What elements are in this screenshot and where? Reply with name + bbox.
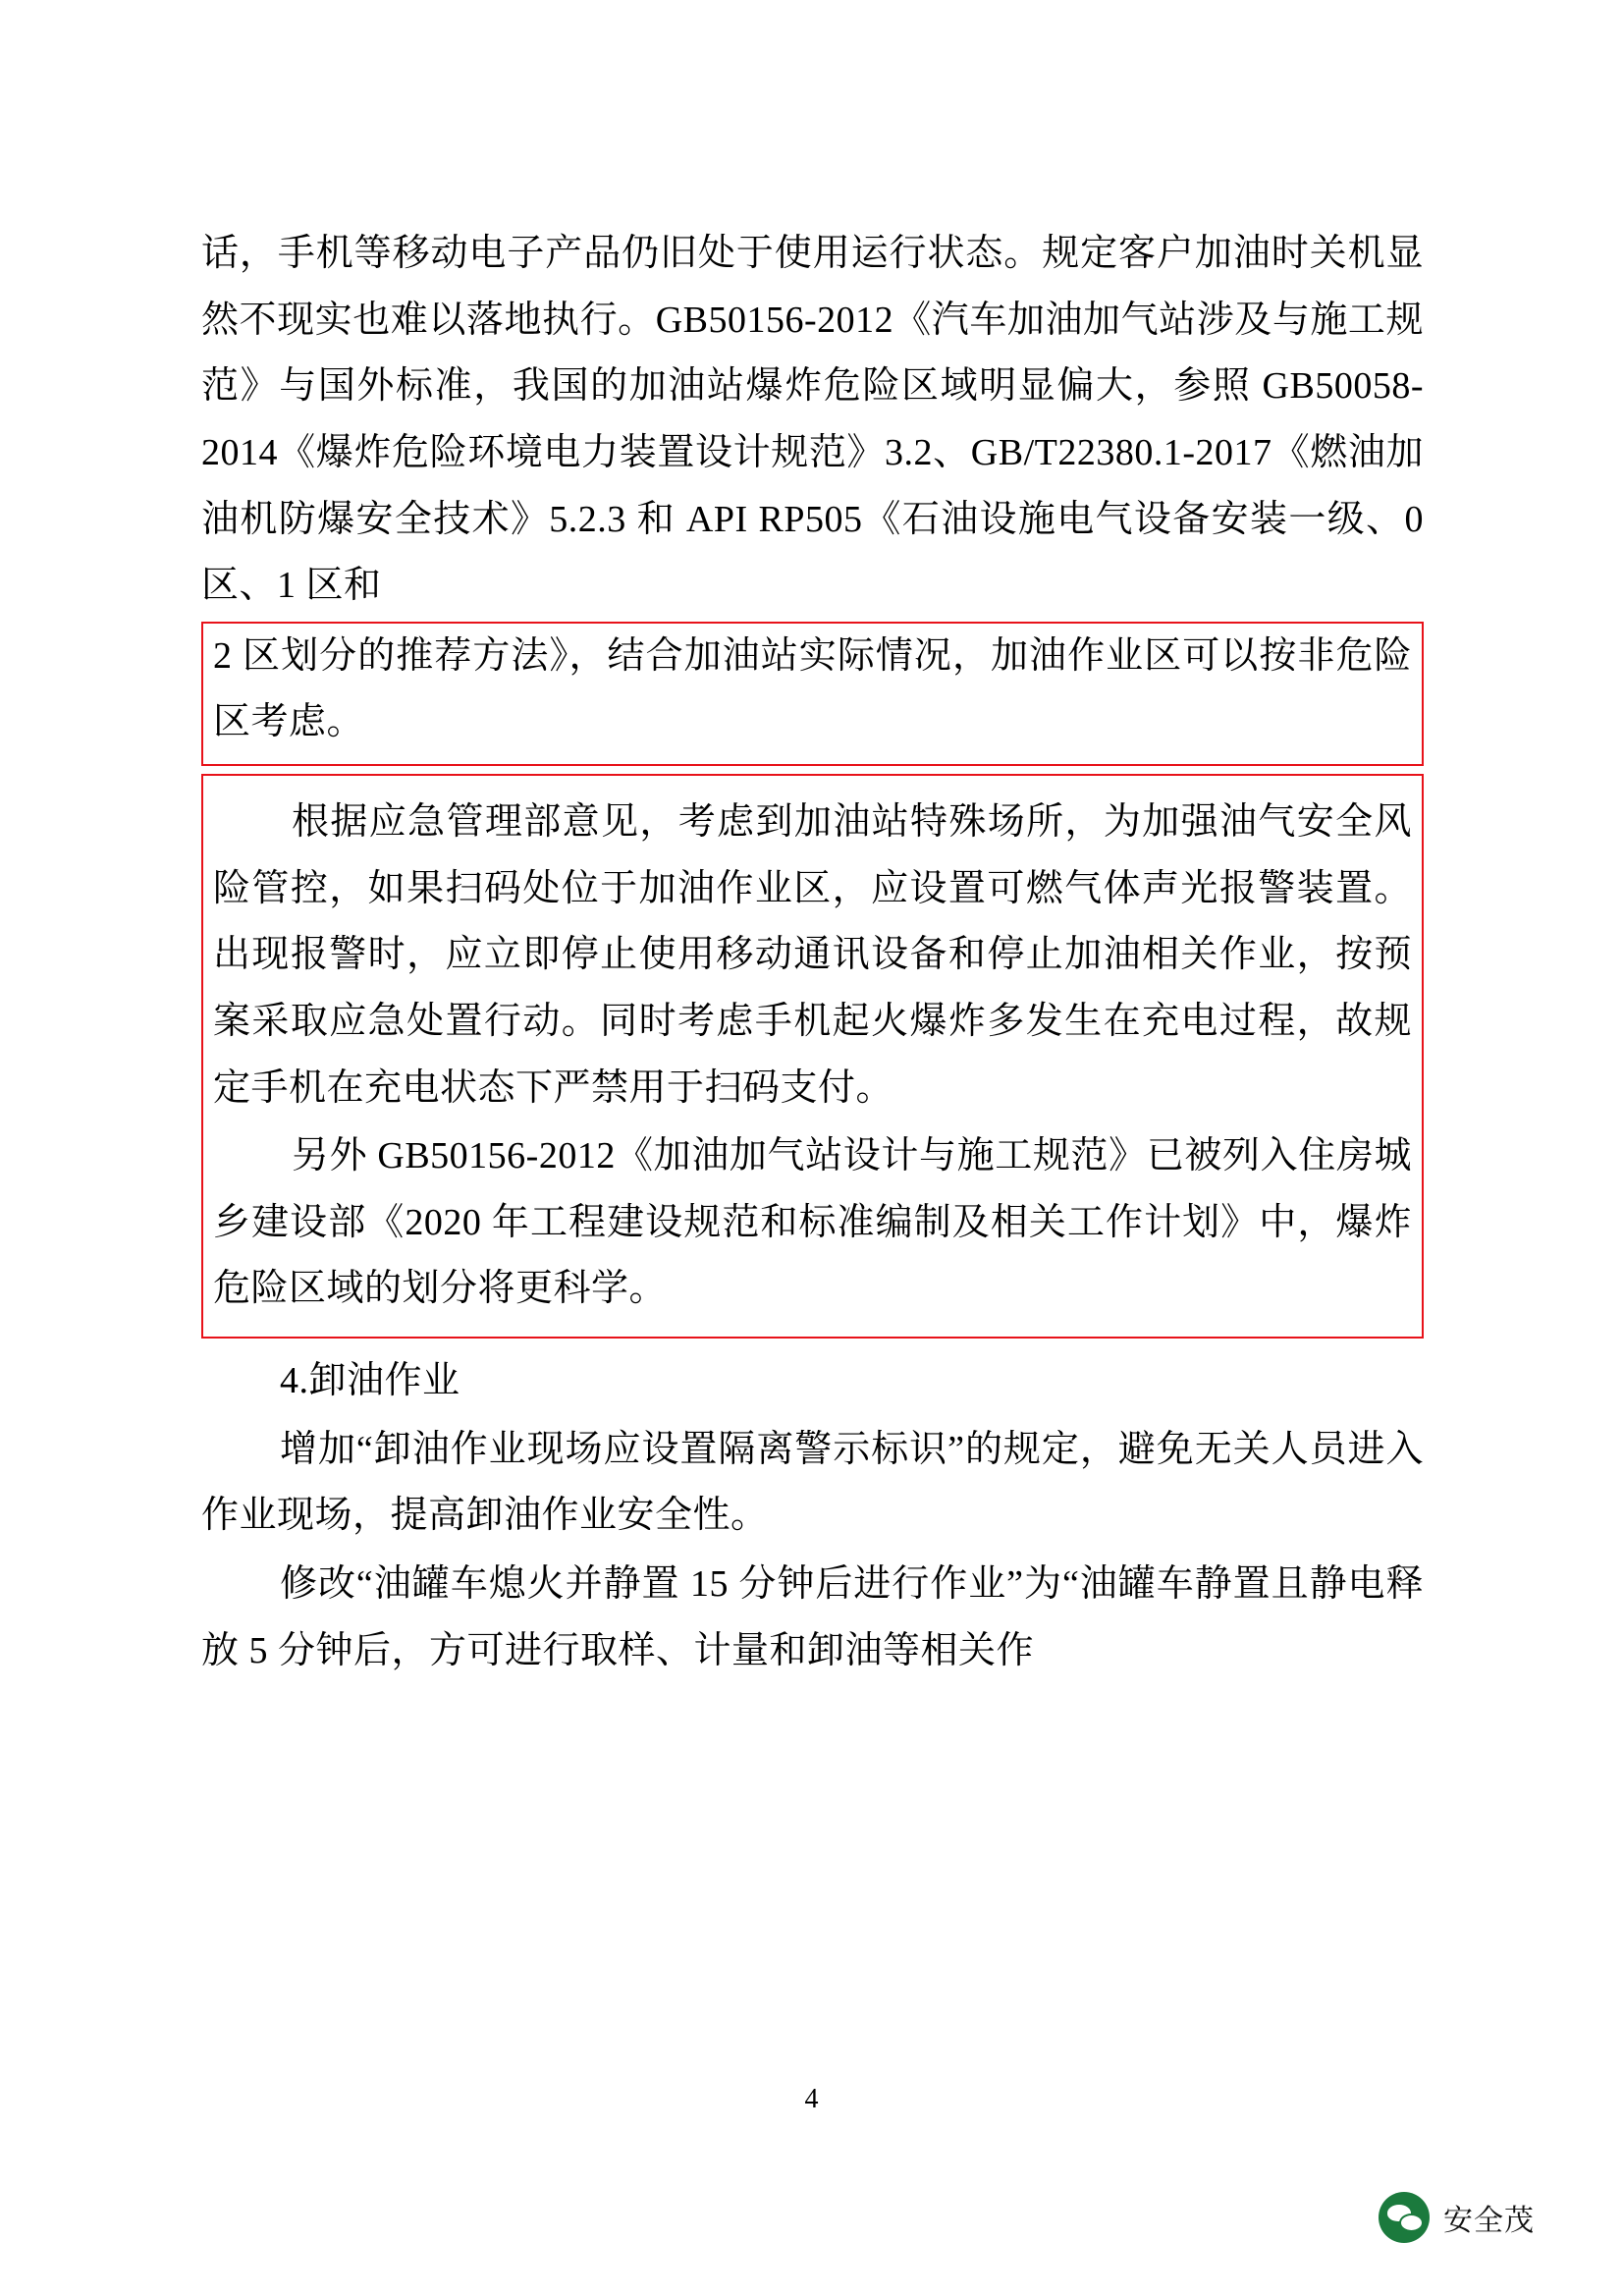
wechat-icon (1379, 2192, 1430, 2243)
highlight-box-second (201, 774, 1424, 1339)
paragraph-static-discharge: 修改“油罐车熄火并静置 15 分钟后进行作业”为“油罐车静置且静电释放 5 分钟后，方可进行取样、计量和卸油等相关作 (201, 1562, 1424, 1671)
paragraph-emergency-management: 根据应急管理部意见，考虑到加油站特殊场所，为加强油气安全风险管控，如果扫码处位于加油作业区，应设置可燃气体声光报警装置。出现报警时，应立即停止使用移动通讯设备和停止加油相关作业，按预案采取应急处置行动。同时考虑手机起火爆炸多发生在充电过程，故规定手机在充电状态下严禁用于扫码支付。 (213, 801, 1412, 1109)
footer-watermark (1379, 2192, 1535, 2243)
section-heading-unloading: 4.卸油作业 (280, 1360, 460, 1401)
paragraph-warning-sign: 增加“卸油作业现场应设置隔离警示标识”的规定，避免无关人员进入作业现场，提高卸油作业安全性。 (201, 1428, 1424, 1537)
page-number: 4 (804, 2084, 819, 2114)
paragraph-boxed-tail: 2 区划分的推荐方法》，结合加油站实际情况，加油作业区可以按非危险区考虑。 (213, 634, 1412, 743)
paragraph-continued-text: 话，手机等移动电子产品仍旧处于使用运行状态。规定客户加油时关机显然不现实也难以落地执行。GB50156-2012《汽车加油加气站涉及与施工规范》与国外标准，我国的加油站爆炸危险区域明显偏大，参照 GB50058-2014《爆炸危险环境电力装置设计规范》3.2、GB/T22380.1-2017《燃油加油机防爆安全技术》5.2.3 和 API RP505《石油设施电气设备安装一级、0 区、1 区和 (201, 233, 1424, 607)
footer-account-name: 安全茂 (1443, 2204, 1535, 2238)
paragraph-standard-listing: 另外 GB50156-2012《加油加气站设计与施工规范》已被列入住房城乡建设部《2020 年工程建设规范和标准编制及相关工作计划》中，爆炸危险区域的划分将更科学。 (213, 1135, 1412, 1310)
page-body (201, 221, 1424, 1684)
highlight-box-first (201, 622, 1424, 766)
